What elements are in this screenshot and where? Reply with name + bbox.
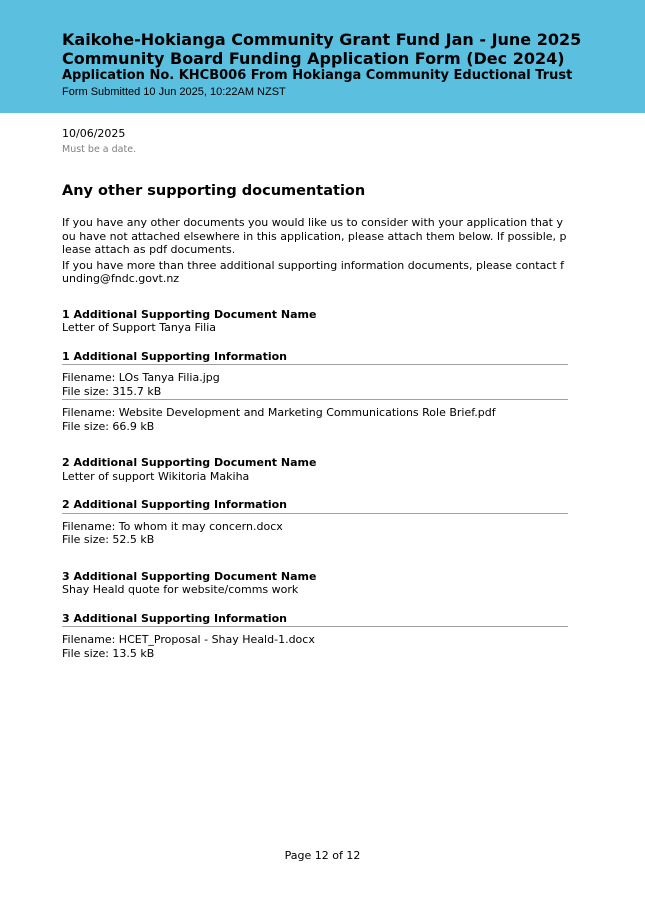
section-contact-note: If you have more than three additional supporting information documents, please contact funding@fndc.govt.nz [62, 258, 565, 285]
file-size: File size: 13.5 kB [62, 646, 155, 660]
document-info-label: 1 Additional Supporting Information [62, 350, 568, 366]
application-number: Application No. KHCB006 From Hokianga Community Eductional Trust [62, 68, 573, 83]
attached-file [62, 627, 568, 661]
document-info-label: 3 Additional Supporting Information [62, 612, 568, 628]
file-size: File size: 66.9 kB [62, 419, 155, 433]
document-name-value: Letter of support Wikitoria Makiha [62, 469, 250, 483]
form-content [62, 127, 568, 661]
document-name-label: 2 Additional Supporting Document Name [62, 456, 317, 469]
file-name: Filename: To whom it may concern.docx [62, 519, 283, 533]
page-header [0, 0, 645, 113]
date-field-hint: Must be a date. [62, 144, 137, 155]
attached-file [62, 365, 568, 400]
file-size: File size: 52.5 kB [62, 533, 155, 546]
document-info-label: 2 Additional Supporting Information [62, 498, 568, 514]
form-title-line2: Community Board Funding Application Form (Dec 2024) [62, 49, 565, 68]
page-number: Page 12 of 12 [284, 849, 361, 862]
file-size: File size: 315.7 kB [62, 384, 162, 398]
submission-timestamp: Form Submitted 10 Jun 2025, 10:22AM NZST [62, 86, 286, 98]
document-name-value: Shay Heald quote for website/comms work [62, 583, 299, 596]
section-title: Any other supporting documentation [62, 183, 366, 199]
file-name: Filename: HCET_Proposal - Shay Heald-1.docx [62, 633, 315, 646]
document-name-value: Letter of Support Tanya Filia [62, 321, 216, 334]
document-group-3 [62, 570, 568, 662]
attached-file [62, 400, 568, 434]
document-name-label: 3 Additional Supporting Document Name [62, 569, 317, 583]
form-title-line1: Kaikohe-Hokianga Community Grant Fund Jan - June 2025 [62, 30, 582, 49]
attached-file [62, 514, 568, 548]
file-name: Filename: LOs Tanya Filia.jpg [62, 371, 220, 384]
document-name-label: 1 Additional Supporting Document Name [62, 307, 317, 321]
date-field-value: 10/06/2025 [62, 127, 126, 140]
document-group-2 [62, 456, 568, 548]
document-group-1 [62, 308, 568, 435]
section-instructions: If you have any other documents you would like us to consider with your application that you have not attached elsewhere in this application, please attach them below. If possible, please attach as pdf documents. [62, 216, 567, 256]
file-name: Filename: Website Development and Marketing Communications Role Brief.pdf [62, 406, 496, 419]
